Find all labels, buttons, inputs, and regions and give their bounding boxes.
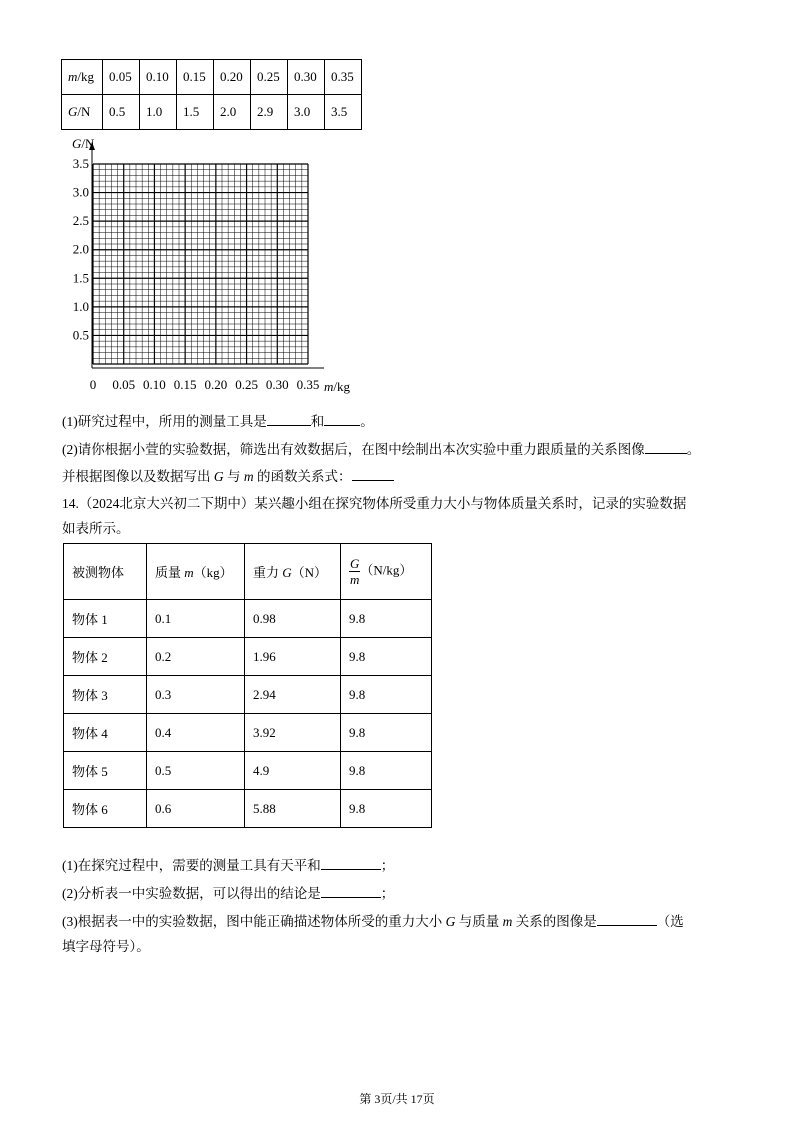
y-tick-label: 0.5	[72, 327, 89, 343]
x-tick-label: 0.15	[173, 377, 197, 392]
table-cell: 0.35	[325, 60, 362, 95]
x-tick-label: 0.10	[143, 377, 166, 392]
y-tick-label: 1.5	[72, 270, 89, 286]
q13-part3: 并根据图像以及数据写出 G 与 m 的函数关系式：	[62, 465, 394, 485]
table-row	[64, 600, 432, 638]
table-header-row	[64, 544, 432, 600]
cell-weight: 4.9	[245, 752, 341, 790]
q14-intro-cont: 如表所示。	[62, 521, 130, 536]
table-row	[64, 752, 432, 790]
cell-weight: 1.96	[245, 638, 341, 676]
q14-part3: (3)根据表一中的实验数据，图中能正确描述物体所受的重力大小 G 与质量 m 关系的图像是 （选	[62, 910, 684, 930]
y-tick-label: 3.0	[72, 184, 89, 200]
answer-blank[interactable]	[267, 411, 311, 426]
table-cell: 2.0	[214, 95, 251, 130]
table-cell: 1.0	[140, 95, 177, 130]
q14-part3-cont: 填字母符号）。	[62, 939, 150, 954]
answer-blank[interactable]	[597, 911, 657, 926]
table-row	[64, 790, 432, 828]
x-tick-label: 0.30	[265, 377, 289, 392]
table-cell: 0.30	[288, 60, 325, 95]
answer-blank[interactable]	[645, 439, 687, 454]
cell-mass: 0.2	[147, 638, 245, 676]
cell-object: 物体 2	[64, 638, 147, 676]
x-tick-label: 0.25	[235, 377, 258, 392]
table-cell: 0.5	[103, 95, 140, 130]
answer-blank[interactable]	[352, 466, 394, 481]
cell-weight: 2.94	[245, 676, 341, 714]
cell-weight: 5.88	[245, 790, 341, 828]
y-axis-label: G/N	[72, 136, 95, 151]
cell-weight: 3.92	[245, 714, 341, 752]
cell-object: 物体 3	[64, 676, 147, 714]
row-header-m: m/kg	[62, 60, 103, 95]
ratio-fraction: $\frac{G}{m}$	[350, 556, 360, 587]
cell-object: 物体 1	[64, 600, 147, 638]
header-ratio: $\frac{G}{m}$ （N/kg）	[341, 544, 432, 600]
answer-blank[interactable]	[324, 411, 360, 426]
q14-part2: (2)分析表一中实验数据，可以得出的结论是 ；	[62, 882, 394, 902]
row-header-G: G/N	[62, 95, 103, 130]
table-row	[64, 676, 432, 714]
object-weight-table	[63, 543, 432, 828]
table-cell: 2.9	[251, 95, 288, 130]
cell-weight: 0.98	[245, 600, 341, 638]
cell-object: 物体 4	[64, 714, 147, 752]
header-mass: 质量 m（kg）	[147, 544, 245, 600]
table-cell: 0.25	[251, 60, 288, 95]
y-tick-label: 2.5	[72, 213, 89, 229]
cell-ratio: 9.8	[341, 752, 432, 790]
table-row	[64, 638, 432, 676]
table-cell: 1.5	[177, 95, 214, 130]
x-tick-label: 0.05	[112, 377, 136, 392]
table-cell: 0.10	[140, 60, 177, 95]
answer-blank[interactable]	[321, 855, 381, 870]
table-cell: 3.5	[325, 95, 362, 130]
page-number: 第 3页/共 17页	[359, 1092, 435, 1106]
q13-part1: (1)研究过程中，所用的测量工具是 和 。	[62, 410, 374, 430]
table-row	[62, 95, 362, 130]
cell-mass: 0.3	[147, 676, 245, 714]
header-object: 被测物体	[64, 544, 147, 600]
table-cell: 3.0	[288, 95, 325, 130]
y-tick-label: 3.5	[72, 156, 89, 171]
cell-mass: 0.6	[147, 790, 245, 828]
y-tick-label: 2.0	[72, 241, 89, 257]
cell-ratio: 9.8	[341, 638, 432, 676]
mass-weight-table	[61, 59, 362, 130]
cell-ratio: 9.8	[341, 714, 432, 752]
x-tick-label: 0	[89, 377, 97, 392]
table-row	[62, 60, 362, 95]
table-row	[64, 714, 432, 752]
table-cell: 0.05	[103, 60, 140, 95]
x-tick-label: 0.35	[296, 377, 320, 392]
x-tick-label: 0.20	[204, 377, 228, 392]
cell-ratio: 9.8	[341, 600, 432, 638]
q14-intro: 14.（2024北京大兴初二下期中）某兴趣小组在探究物体所受重力大小与物体质量关系时，记录的实验数据	[62, 496, 687, 511]
cell-mass: 0.4	[147, 714, 245, 752]
table-cell: 0.15	[177, 60, 214, 95]
table-cell: 0.20	[214, 60, 251, 95]
cell-mass: 0.5	[147, 752, 245, 790]
cell-mass: 0.1	[147, 600, 245, 638]
q14-part1: (1)在探究过程中，需要的测量工具有天平和 ；	[62, 854, 394, 874]
x-axis-label: m/kg	[324, 379, 351, 394]
cell-object: 物体 6	[64, 790, 147, 828]
graph-grid	[62, 132, 362, 398]
header-weight: 重力 G（N）	[245, 544, 341, 600]
cell-ratio: 9.8	[341, 676, 432, 714]
cell-object: 物体 5	[64, 752, 147, 790]
y-tick-label: 1.0	[72, 298, 89, 314]
answer-blank[interactable]	[321, 883, 381, 898]
cell-ratio: 9.8	[341, 790, 432, 828]
q13-part2: (2)请你根据小萱的实验数据，筛选出有效数据后，在图中绘制出本次实验中重力跟质量的关系图像 。	[62, 438, 700, 458]
